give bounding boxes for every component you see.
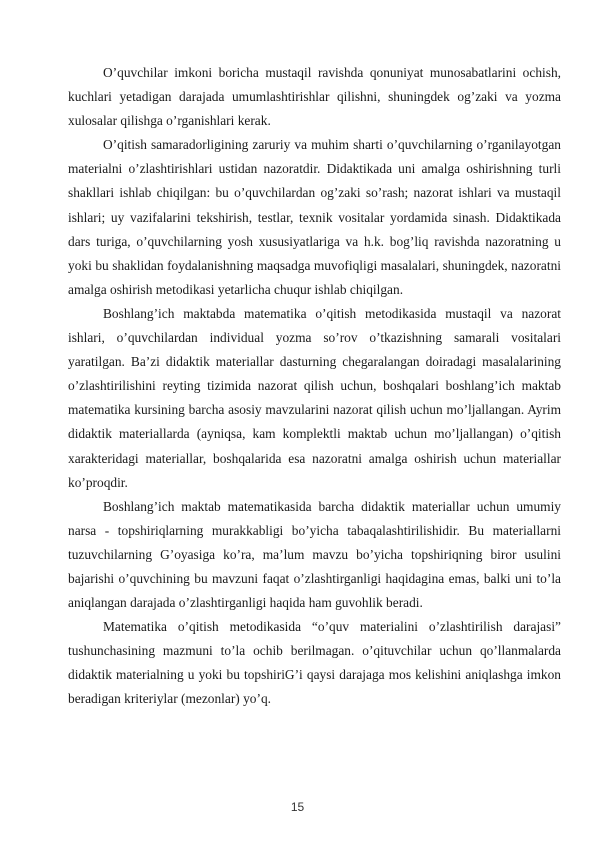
- page-number: 15: [290, 800, 305, 814]
- paragraph-3: Boshlang’ich maktabda matematika o’qitish metodikasida mustaqil va nazorat ishlari, o’quvchilardan individual yozma so’rov o’tkazishning samarali vositalari yaratilgan. Ba’zi didaktik materiallar dasturning chegaralangan doiradagi masalalarining o’zlashtirilishini reyting tizimida nazorat qilish uchun, boshqalari boshlang’ich maktab matematika kursining barcha asosiy mavzularini nazorat qilish uchun mo’ljallangan. Ayrim didaktik materiallarda (ayniqsa, kam komplektli maktab uchun mo’ljallangan) o’qitish xarakteridagi materiallar, boshqalarida esa nazoratni amalga oshirish uchun materiallar ko’proqdir.: [68, 305, 561, 490]
- paragraph-2: O’qitish samaradorligining zaruriy va muhim sharti o’quvchilarning o’rganilayotgan materialni o’zlashtirishlari ustidan nazoratdir. Didaktikada uni amalga oshirishning turli shakllari ishlab chiqilgan: bu o’quvchilardan og’zaki so’rash; nazorat ishlari va mustaqil ishlari; uy vazifalarini tekshirish, testlar, texnik vositalar yordamida sinash. Didaktikada dars turiga, o’quvchilarning yosh xususiyatlariga va h.k. bog’liq ravishda nazoratning u yoki bu shaklidan foydalanishning maqsadga muvofiqligi masalalari, shuningdek, nazoratni amalga oshirish metodikasi yetarlicha chuqur ishlab chiqilgan.: [68, 137, 561, 297]
- document-body: [68, 61, 561, 712]
- paragraph-1: O’quvchilar imkoni boricha mustaqil ravishda qonuniyat munosabatlarini ochish, kuchlari yetadigan darajada umumlashtirishlar qilishni, shuningdek og’zaki va yozma xulosalar qilishga o’rganishlari kerak.: [68, 65, 561, 129]
- paragraph-4: Boshlang’ich maktab matematikasida barcha didaktik materiallar uchun umumiy narsa - topshiriqlarning murakkabligi bo’yicha tabaqalashtirilishidir. Bu materiallarni tuzuvchilarning G’oyasiga ko’ra, ma’lum mavzu bo’yicha topshiriqning biror usulini bajarishi o’quvchining bu mavzuni faqat o’zlashtirganligi haqidagina emas, balki uni to’la aniqlangan darajada o’zlashtirganligi haqida ham guvohlik beradi.: [68, 498, 561, 611]
- paragraph-5: Matematika o’qitish metodikasida “o’quv materialini o’zlashtirilish darajasi” tushunchasining mazmuni to’la ochib berilmagan. o’qituvchilar uchun qo’llanmalarda didaktik materialning u yoki bu topshiriG’i qaysi darajaga mos kelishini aniqlashga imkon beradigan kriteriylar (mezonlar) yo’q.: [68, 619, 561, 707]
